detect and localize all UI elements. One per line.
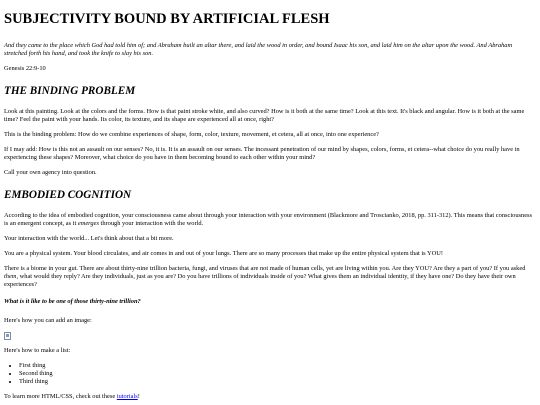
embodied-paragraph-3: You are a physical system. Your blood circulates, and air comes in and out of your lungs. There are so many processes that make up the entire physical system that is YOU!	[4, 250, 443, 257]
example-list	[4, 362, 536, 386]
list-item: • Third thing	[19, 378, 536, 386]
emerges-emphasis: emerges	[77, 220, 99, 227]
embodied-p4-text-end: , what would they reply? Are they individuals, just as you are? Do you have trillions of individuals inside of you? What gives them an individual identity, if they have one? Do they have their own experiences?	[4, 273, 516, 288]
binding-paragraph-4: Call your own agency into question.	[4, 169, 97, 176]
tutorials-link[interactable]: tutorials	[116, 393, 138, 400]
list-intro-text: Here's how to make a list:	[4, 347, 71, 354]
embodied-p1-text-end: through your interaction with the world.	[98, 220, 204, 227]
epigraph: And they came to the place which God had told him of; and Abraham built an altar there, and laid the wood in order, and bound Isaac his son, and laid him on the altar upon the wood. And Abraham stretched forth his hand, and took the knife to slay his son.	[4, 42, 513, 57]
learn-more-prefix: To learn more HTML/CSS, check out these	[4, 393, 117, 400]
thirty-nine-trillion-question: What is it like to be one of those thirty-nine trillion?	[4, 298, 141, 305]
epigraph-citation: Genesis 22:9-10	[4, 65, 46, 72]
embodied-paragraph-1	[4, 212, 536, 228]
learn-more-text	[4, 393, 536, 401]
list-item: • First thing	[19, 362, 536, 370]
binding-problem-heading: THE BINDING PROBLEM	[4, 85, 136, 97]
embodied-p1-text-start: According to the idea of embodied cognition, your consciousness came about through your interaction with your environment (Blackmore and Troscianko, 2018, pp. 311-312). This means that consciousness is an emergent concept, as it	[4, 212, 533, 227]
image-intro-text: Here's how you can add an image:	[4, 317, 92, 324]
image-row	[4, 332, 536, 344]
them-emphasis: them	[4, 273, 17, 280]
page-title: SUBJECTIVITY BOUND BY ARTIFICIAL FLESH	[4, 11, 330, 27]
embodied-p4-text-start: There is a biome in your gut. There are about thirty-nine trillion bacteria, fungi, and viruses that are not made of human cells, yet are living within you. Are they YOU? Are they a part of you? If you asked	[4, 265, 526, 272]
binding-paragraph-1: Look at this painting. Look at the colors and the forms. How is that paint stroke white, and also curved? How is it both at the same time? Look at this text. It's black and angular. How is it both at the same time? Feel the paint with your hands. Its color, its texture, and its shape are experienced all at once, right?	[4, 108, 525, 123]
list-item: • Second thing	[19, 370, 536, 378]
binding-paragraph-2: This is the binding problem: How do we combine experiences of shape, form, color, texture, movement, et cetera, all at once, into one experience?	[4, 131, 379, 138]
broken-image-icon	[4, 332, 11, 340]
embodied-cognition-heading: EMBODIED COGNITION	[4, 189, 132, 201]
binding-paragraph-3: If I may add: How is this not an assault on our senses? No, it is. It is an assault on our senses. The incessant penetration of our mind by shapes, colors, forms, et cetera--what choice do you really have in experiencing these shapes? Moreover, what choice do you have in them becoming bound to each other within your mind?	[4, 146, 520, 161]
embodied-paragraph-4	[4, 265, 536, 289]
learn-more-suffix: !	[137, 393, 140, 400]
embodied-paragraph-2: Your interaction with the world... Let's think about that a bit more.	[4, 235, 174, 242]
